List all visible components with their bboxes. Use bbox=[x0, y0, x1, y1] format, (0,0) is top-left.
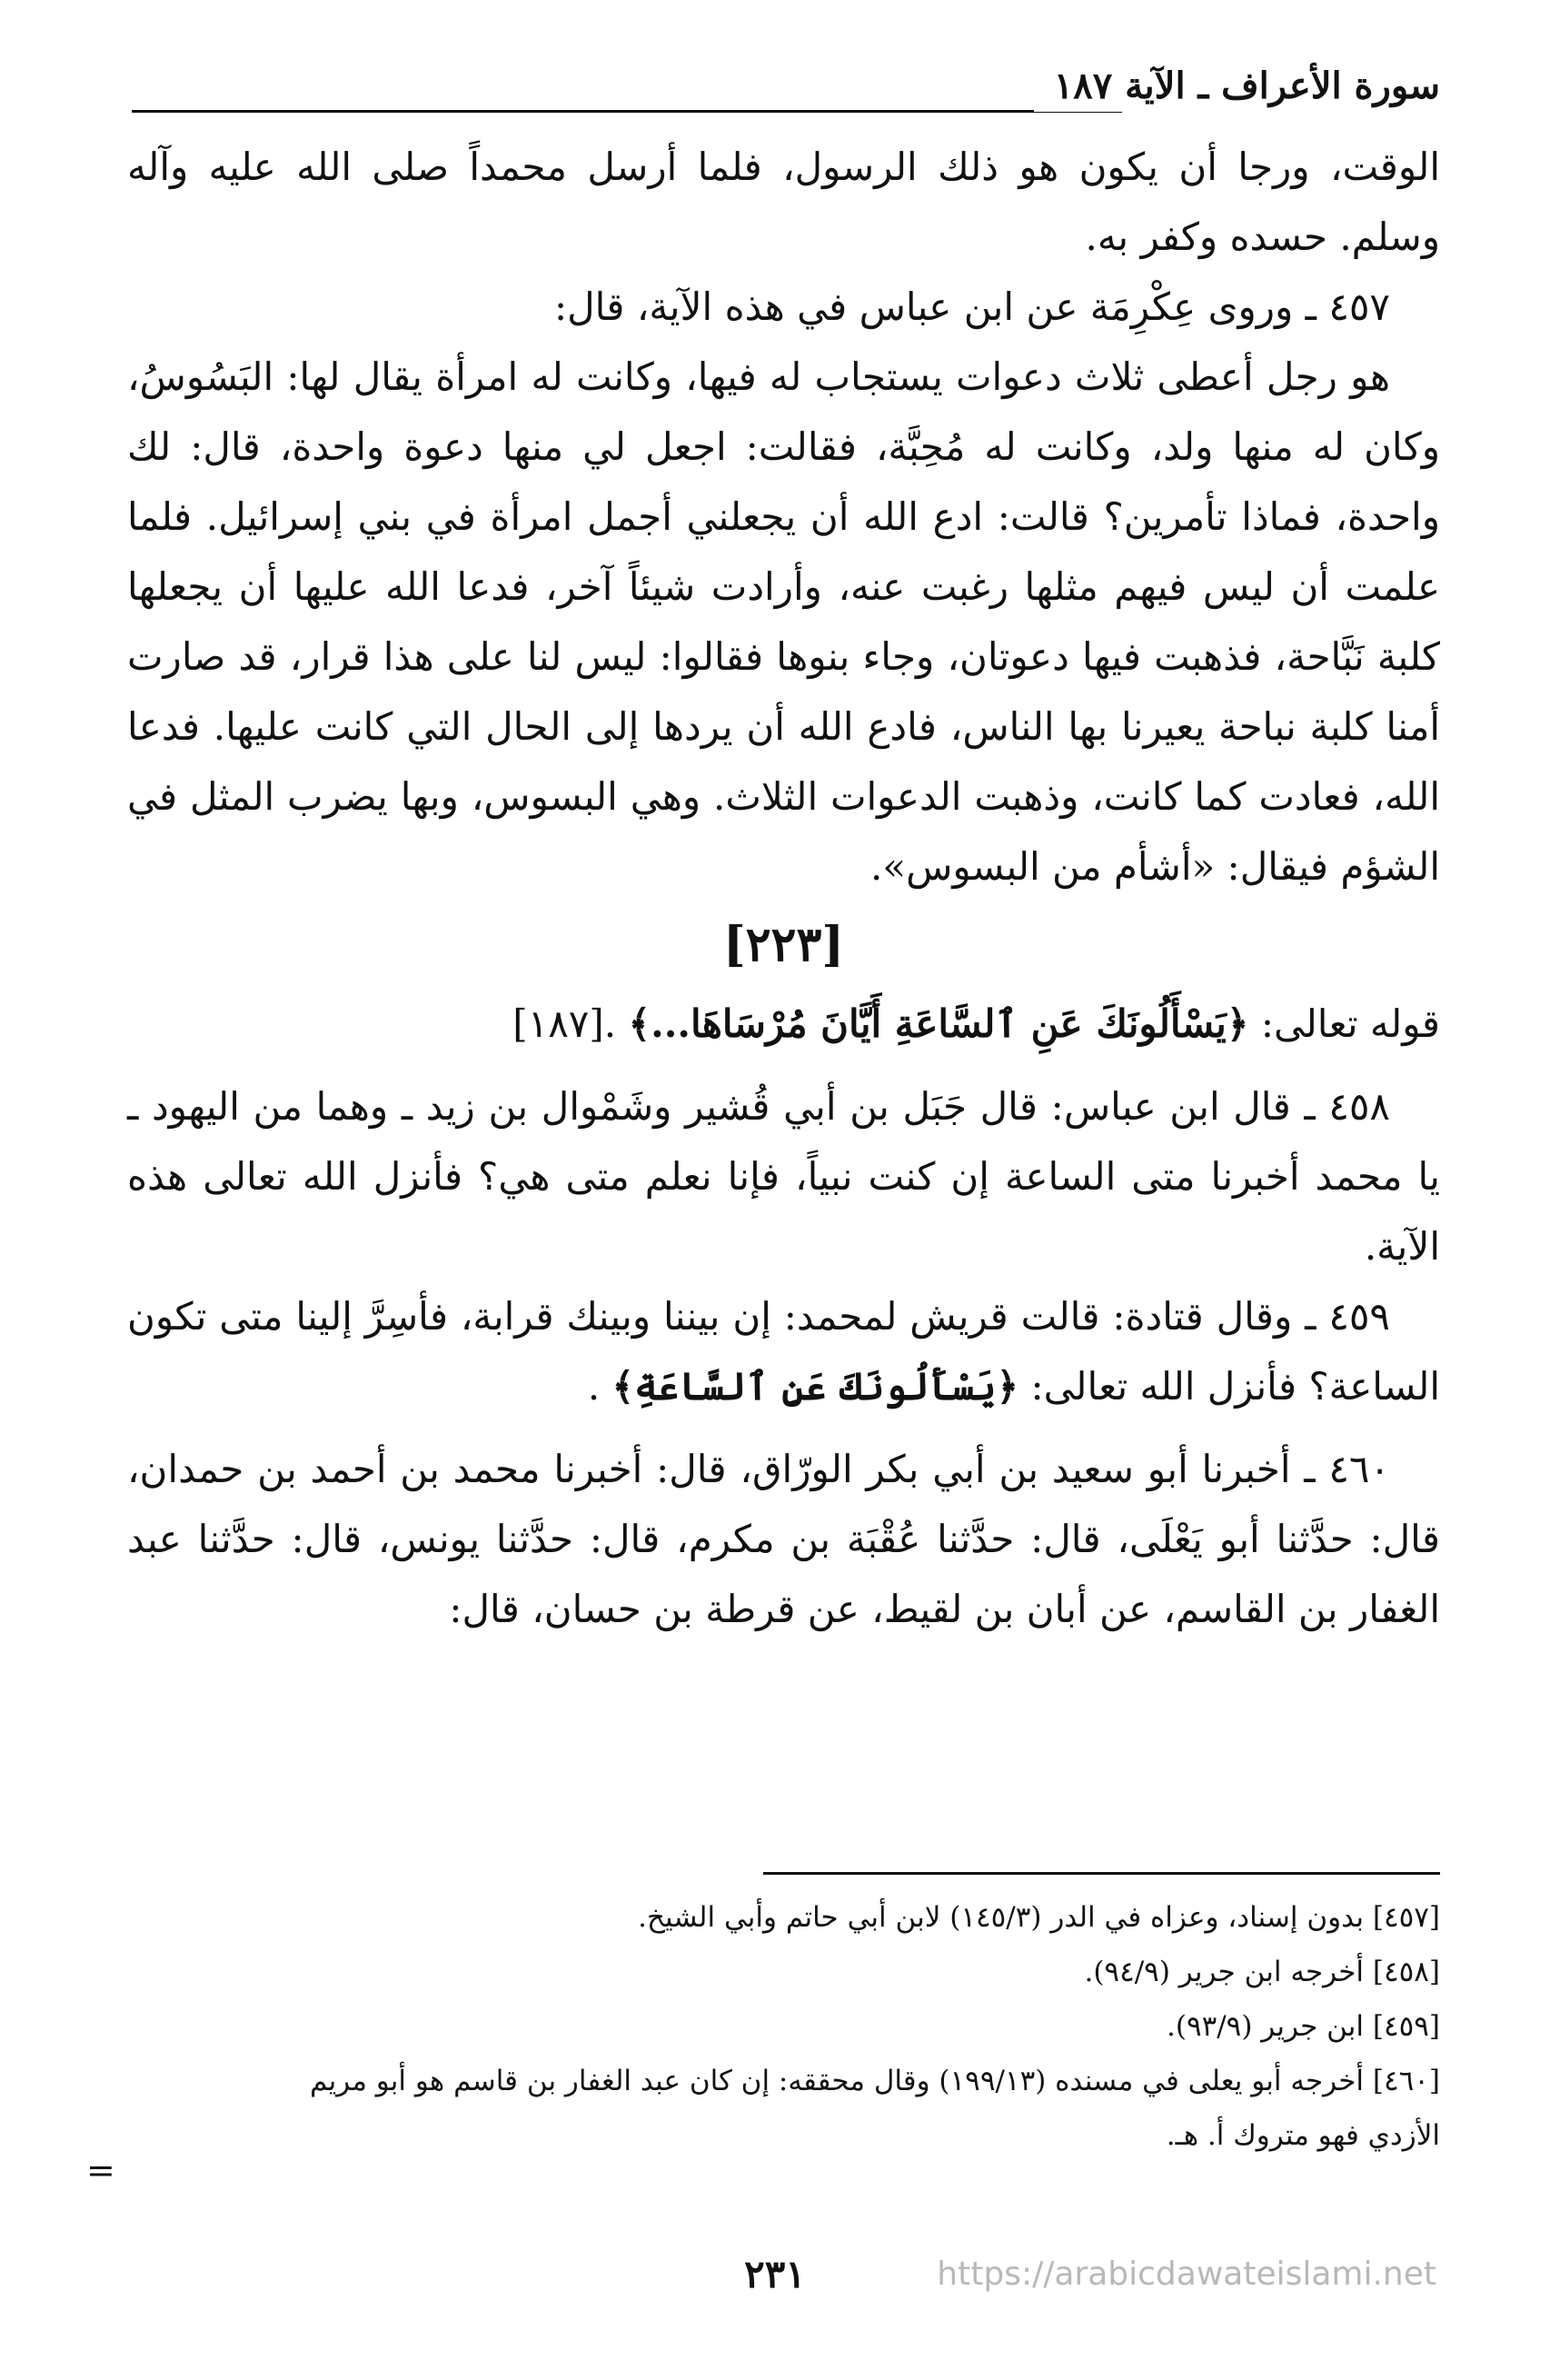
main-text bbox=[127, 132, 1440, 1644]
paragraph-459 bbox=[127, 1281, 1440, 1421]
watermark-url: https://arabicdawateislami.net bbox=[937, 2256, 1436, 2293]
verse-intro: قوله تعالى: bbox=[1260, 1001, 1440, 1046]
paragraph-460: ٤٦٠ ـ أخبرنا أبو سعيد بن أبي بكر الورّاق، قال: أخبرنا محمد بن أحمد بن حمدان، قال: حدَّثنا أبو يَعْلَى، قال: حدَّثنا عُقْبَة بن مكرم، قال: حدَّثنا يونس، قال: حدَّثنا عبد الغفار بن القاسم، عن أبان بن لقيط، عن قرطة بن حسان، قال: bbox=[127, 1447, 1440, 1631]
footnotes bbox=[118, 1890, 1440, 2163]
paragraph-458: ٤٥٨ ـ قال ابن عباس: قال جَبَل بن أبي قُشير وشَمْوال بن زيد ـ وهما من اليهود ـ يا محمد أخبرنا متى الساعة إن كنت نبياً، فإنا نعلم متى هي؟ فأنزل الله تعالى هذه الآية. bbox=[127, 1084, 1440, 1269]
continued-mark: = bbox=[86, 2150, 115, 2190]
page-number: ٢٣١ bbox=[744, 2252, 806, 2296]
quran-verse-short: ﴿يَسْأَلُونَكَ عَنِ ٱلسَّاعَةِ﴾ bbox=[611, 1364, 1019, 1409]
footnote-rule bbox=[763, 1872, 1440, 1875]
footnote-460: [٤٦٠] أخرجه أبو يعلى في مسنده (١٩٩/١٣) وقال محققه: إن كان عبد الغفار بن قاسم هو أبو مريم bbox=[309, 2065, 1440, 2097]
header-rule bbox=[132, 110, 1122, 113]
footnote-459: [٤٥٩] ابن جرير (٩٣/٩). bbox=[1166, 2010, 1440, 2043]
spacer bbox=[127, 1059, 1440, 1071]
paragraph-continuation: الوقت، ورجا أن يكون هو ذلك الرسول، فلما أرسل محمداً صلى الله عليه وآله وسلم. حسده وكفر به. bbox=[127, 144, 1440, 259]
paragraph-459-text: ٤٥٩ ـ وقال قتادة: قالت قريش لمحمد: إن بيننا وبينك قرابة، فأسِرَّ إلينا متى تكون الساعة؟ فأنزل الله تعالى: bbox=[127, 1294, 1440, 1409]
verse-reference: .[١٨٧] bbox=[512, 1001, 617, 1046]
footnote-458: [٤٥٨] أخرجه ابن جرير (٩٤/٩). bbox=[1084, 1956, 1440, 1988]
running-header bbox=[132, 50, 1440, 123]
spacer bbox=[127, 1421, 1440, 1434]
paragraph-457-story: هو رجل أعطى ثلاث دعوات يستجاب له فيها، وكانت له امرأة يقال لها: البَسُوسُ، وكان له منها ولد، وكانت له مُحِبَّة، فقالت: اجعل لي منها دعوة واحدة، قال: لك واحدة، فماذا تأمرين؟ قالت: ادع الله أن يجعلني أجمل امرأة في بني إسرائيل. فلما علمت أن ليس فيهم مثلها رغبت عنه، وأرادت شيئاً آخر، فدعا الله عليها أن يجعلها كلبة نَبَّاحة، فذهبت فيها دعوتان، وجاء بنوها فقالوا: ليس لنا على هذا قرار، قد صارت أمنا كلبة نباحة يعيرنا بها الناس، فادع الله أن يردها إلى الحال التي كانت عليها. فدعا الله، فعادت كما كانت، وذهبت الدعوات الثلاث. وهي البسوس، وبها يضرب المثل في الشؤم فيقال: «أشأم من البسوس». bbox=[127, 354, 1440, 889]
quran-verse: ﴿يَسْأَلُونَكَ عَنِ ٱلسَّاعَةِ أَيَّانَ مُرْسَاهَا...﴾ bbox=[628, 1001, 1249, 1046]
paragraph-459-end: . bbox=[587, 1364, 601, 1409]
paragraph-457-intro: ٤٥٧ ـ وروى عِكْرِمَة عن ابن عباس في هذه الآية، قال: bbox=[553, 284, 1390, 329]
header-title: سورة الأعراف ـ الآية ١٨٧ bbox=[1034, 61, 1440, 112]
footnote-460-continued: الأزدي فهو متروك أ. هـ. bbox=[1166, 2119, 1440, 2152]
footnote-457: [٤٥٧] بدون إسناد، وعزاه في الدر (١٤٥/٣) لابن أبي حاتم وأبي الشيخ. bbox=[638, 1901, 1440, 1934]
section-number: [٢٢٣] bbox=[722, 917, 844, 972]
verse-heading bbox=[127, 989, 1440, 1059]
